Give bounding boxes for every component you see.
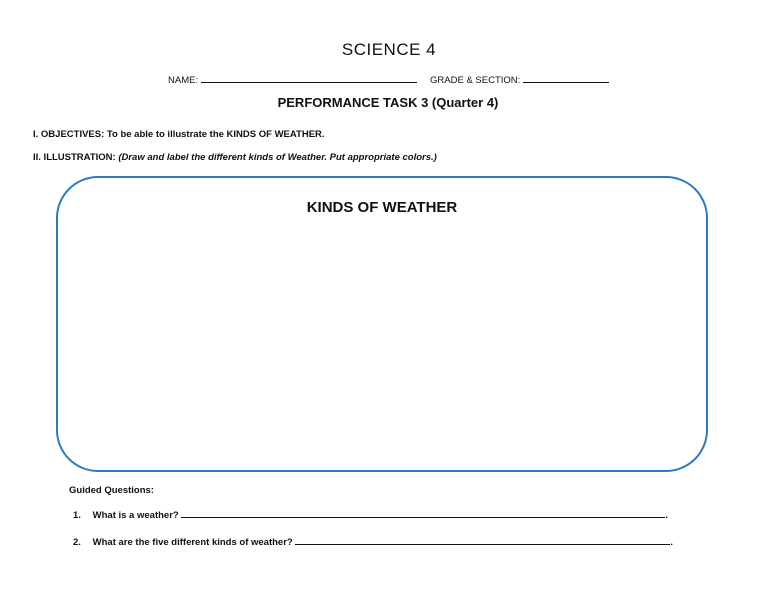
page-title: SCIENCE 4: [341, 40, 437, 59]
grade-section-label: GRADE & SECTION:: [430, 75, 521, 86]
drawing-box[interactable]: [56, 176, 708, 472]
question-1: 1. What is a weather? .: [73, 510, 668, 521]
grade-section-blank[interactable]: [523, 72, 609, 83]
question-text: What is a weather?: [92, 510, 179, 521]
name-label: NAME:: [168, 75, 199, 86]
illustration-label: II. ILLUSTRATION:: [33, 152, 116, 163]
student-info-line: [168, 72, 609, 86]
question-number: 1.: [73, 510, 81, 521]
illustration-directions: (Draw and label the different kinds of Weather. Put appropriate colors.): [118, 152, 437, 163]
illustration-instruction: [33, 152, 437, 163]
task-title: PERFORMANCE TASK 3 (Quarter 4): [277, 95, 499, 110]
question-number: 2.: [73, 537, 81, 548]
question-2: 2. What are the five different kinds of weather? .: [73, 537, 673, 548]
drawing-box-title: KINDS OF WEATHER: [306, 199, 458, 216]
question-text: What are the five different kinds of weather?: [92, 537, 293, 548]
objectives-text: I. OBJECTIVES: To be able to illustrate the KINDS OF WEATHER.: [33, 129, 325, 140]
name-blank[interactable]: [201, 72, 417, 83]
answer-blank[interactable]: [181, 508, 665, 518]
guided-questions-heading: Guided Questions:: [69, 485, 154, 496]
answer-blank[interactable]: [295, 535, 670, 545]
